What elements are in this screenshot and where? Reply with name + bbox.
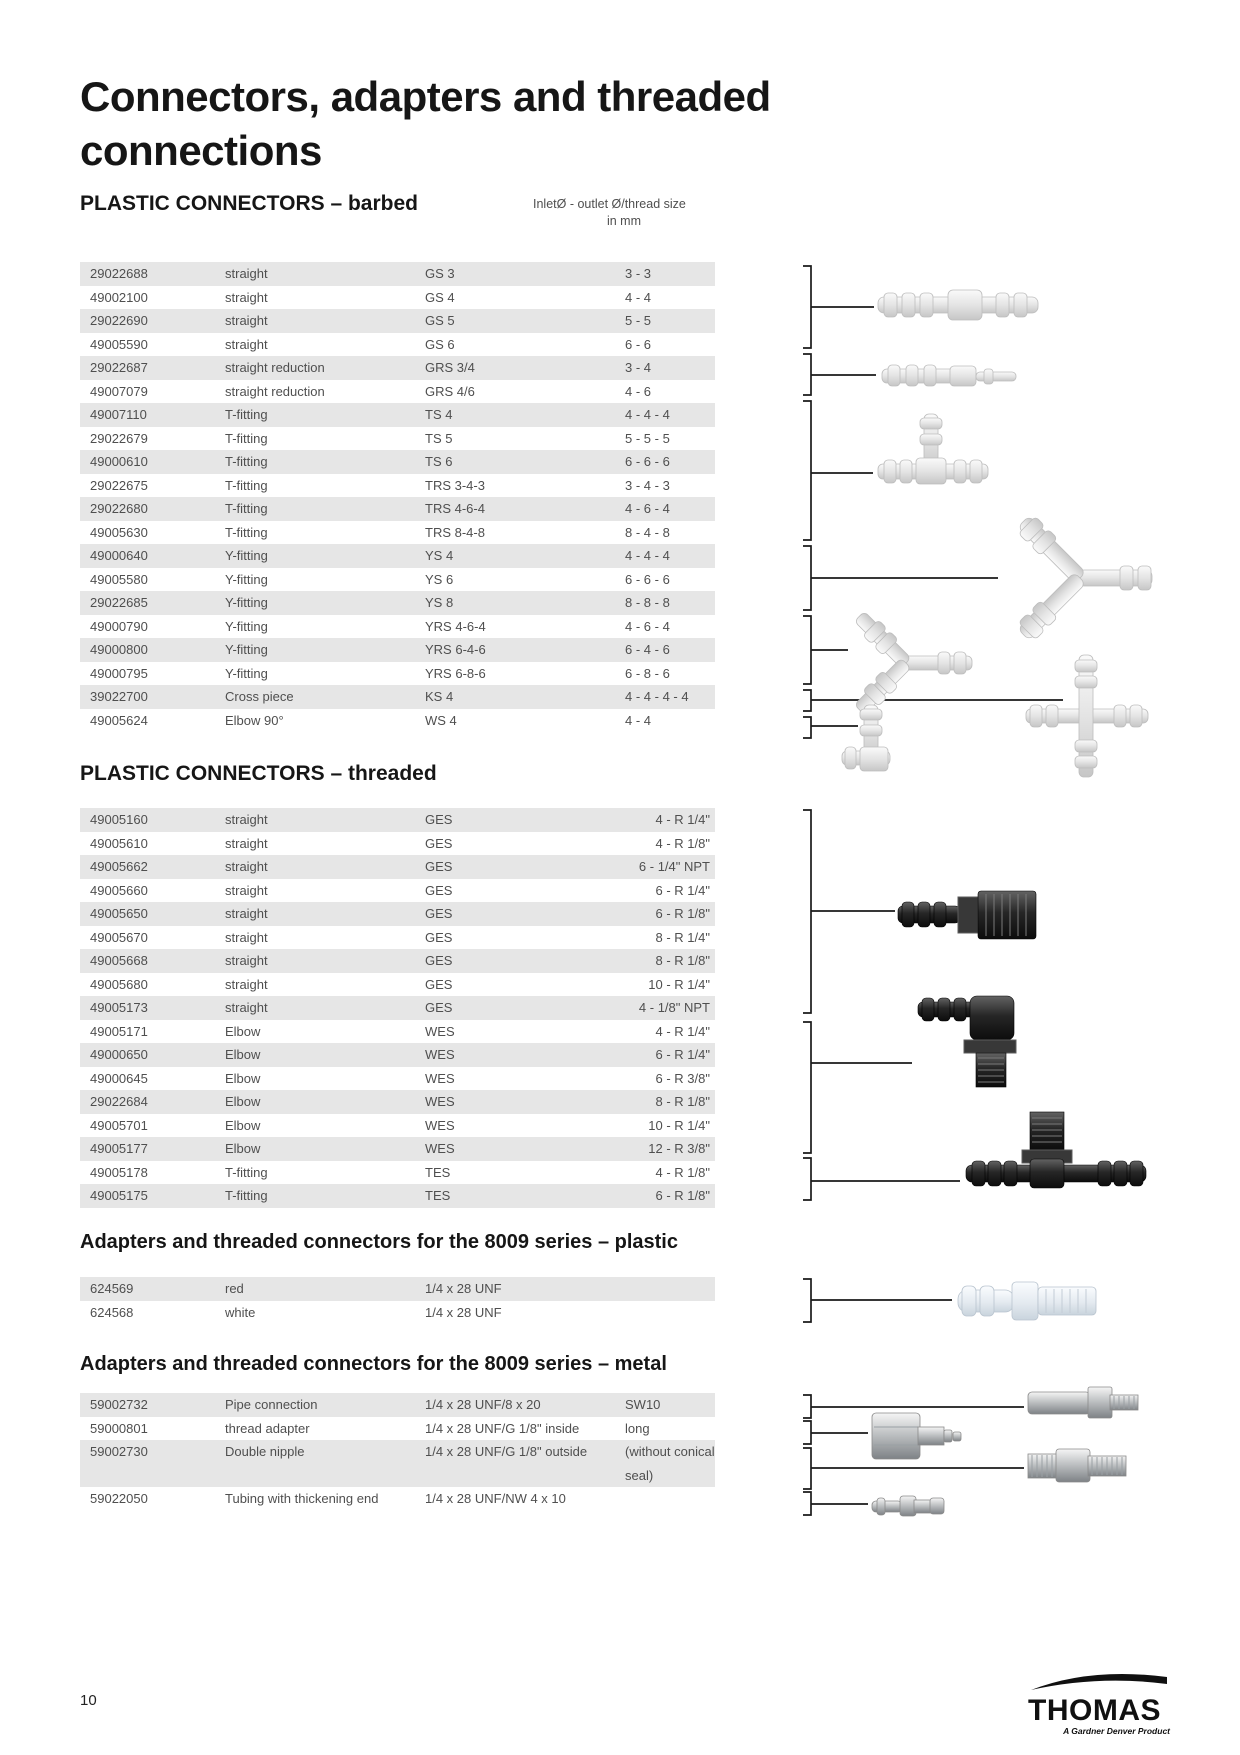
cell-part-number: 29022675 — [90, 477, 148, 493]
table-row — [80, 1277, 715, 1301]
cell-part-number: 49005701 — [90, 1117, 148, 1133]
cell-description: T-fitting — [225, 524, 268, 540]
cell-description: Elbow — [225, 1094, 261, 1109]
logo-tagline: A Gardner Denver Product — [1063, 1726, 1170, 1736]
table-row — [80, 1114, 715, 1138]
cell-thread: 1/4 x 28 UNF/8 x 20 — [425, 1397, 541, 1412]
cell-description: Elbow — [225, 1047, 261, 1062]
cell-part-number: 49000610 — [90, 454, 148, 469]
table-row — [80, 380, 715, 404]
photo-8009-plastic-adapter — [958, 1282, 1096, 1320]
cell-size: 4 - 4 — [625, 289, 652, 305]
cell-part-number: 49005630 — [90, 524, 148, 540]
cell-description: straight — [225, 929, 268, 945]
cell-size: 4 - 1/8" NPT — [638, 1000, 710, 1015]
section-heading-8009-plastic: Adapters and threaded connectors for the 8009 series – plastic — [80, 1231, 678, 1253]
cell-part-number: 29022688 — [90, 266, 148, 281]
table-row — [80, 356, 715, 380]
size-column-header-line1: InletØ - outlet Ø/thread size — [533, 197, 686, 211]
cell-size: 6 - R 1/8" — [655, 906, 710, 921]
table-row — [80, 1301, 715, 1325]
cell-part-number: 49005160 — [90, 812, 148, 827]
cell-part-number: 49005171 — [90, 1023, 148, 1039]
cell-model: TES — [425, 1164, 451, 1180]
section-heading-threaded: PLASTIC CONNECTORS – threaded — [80, 762, 437, 785]
cell-model: TRS 4-6-4 — [425, 501, 485, 516]
table-row — [80, 615, 715, 639]
table-row — [80, 973, 715, 997]
table-row — [80, 1393, 715, 1417]
adapters-8009-metal-table — [80, 1393, 715, 1511]
cell-part-number: 49005662 — [90, 859, 148, 874]
cell-size: 4 - 4 - 4 - 4 — [625, 689, 689, 704]
cell-model: TS 5 — [425, 430, 453, 446]
photo-t-fitting-connector — [878, 414, 988, 484]
cell-description: Pipe connection — [225, 1397, 318, 1412]
cell-model: GRS 4/6 — [425, 383, 475, 399]
cell-description: Y-fitting — [225, 618, 268, 634]
adapters-8009-plastic-table — [80, 1277, 715, 1324]
cell-part-number: 29022684 — [90, 1094, 148, 1109]
cell-size: 6 - 8 - 6 — [625, 665, 670, 681]
cell-description: Double nipple — [225, 1444, 305, 1459]
cell-note — [625, 1301, 710, 1325]
table-row — [80, 879, 715, 903]
table-row — [80, 262, 715, 286]
cell-model: TRS 3-4-3 — [425, 477, 485, 493]
table-row — [80, 1161, 715, 1185]
cell-part-number: 49000800 — [90, 642, 148, 657]
cell-part-number: 49000650 — [90, 1047, 148, 1062]
cell-description: straight — [225, 882, 268, 898]
photo-pipe-connection-metal — [1028, 1387, 1138, 1418]
cell-description: straight — [225, 953, 268, 968]
photo-y-fitting-large — [1015, 513, 1152, 643]
barbed-connectors-table — [80, 262, 715, 732]
cell-description: Y-fitting — [225, 571, 268, 587]
table-row — [80, 403, 715, 427]
table-row — [80, 902, 715, 926]
table-row — [80, 996, 715, 1020]
cell-model: GES — [425, 976, 453, 992]
cell-size: 4 - R 1/4" — [655, 1023, 710, 1039]
cell-part-number: 624569 — [90, 1281, 134, 1296]
cell-description: straight — [225, 976, 268, 992]
cell-description: straight — [225, 313, 268, 328]
cell-part-number: 49005580 — [90, 571, 148, 587]
cell-size: 6 - R 3/8" — [655, 1070, 710, 1086]
cell-description: T-fitting — [225, 501, 268, 516]
table-row — [80, 521, 715, 545]
cell-part-number: 49000645 — [90, 1070, 148, 1086]
cell-part-number: 49005668 — [90, 953, 148, 968]
table-row — [80, 1020, 715, 1044]
cell-part-number: 49005660 — [90, 882, 148, 898]
cell-description: straight reduction — [225, 383, 325, 399]
cell-model: GS 3 — [425, 266, 455, 281]
photo-y-fitting-small — [852, 609, 972, 718]
photo-cross-piece — [1026, 655, 1148, 777]
cell-description: straight reduction — [225, 360, 325, 375]
cell-model: YS 4 — [425, 548, 454, 563]
section-heading-barbed: PLASTIC CONNECTORS – barbed — [80, 192, 418, 215]
logo-brand-text: THOMAS — [1028, 1694, 1161, 1727]
cell-size: 4 - 6 - 4 — [625, 501, 670, 516]
cell-size: 4 - 6 - 4 — [625, 618, 670, 634]
cell-part-number: 59000801 — [90, 1420, 148, 1436]
bracket-lines — [803, 266, 1063, 1515]
cell-model: GS 6 — [425, 336, 455, 352]
cell-description: straight — [225, 1000, 268, 1015]
cell-thread: 1/4 x 28 UNF/G 1/8" outside — [425, 1444, 588, 1459]
cell-description: Elbow 90° — [225, 712, 284, 728]
cell-model: YS 6 — [425, 571, 454, 587]
cell-size: 4 - R 1/4" — [655, 812, 710, 827]
cell-part-number: 49007110 — [90, 407, 147, 422]
cell-model: YRS 4-6-4 — [425, 618, 486, 634]
cell-description: straight — [225, 859, 268, 874]
cell-part-number: 49005680 — [90, 976, 148, 992]
threaded-connectors-table — [80, 808, 715, 1208]
table-row — [80, 427, 715, 451]
cell-part-number: 49005670 — [90, 929, 148, 945]
cell-part-number: 49000795 — [90, 665, 148, 681]
cell-part-number: 49002100 — [90, 289, 148, 305]
table-row — [80, 286, 715, 310]
cell-color: white — [225, 1304, 256, 1320]
cell-model: KS 4 — [425, 689, 454, 704]
cell-size: 6 - R 1/4" — [655, 882, 710, 898]
table-row — [80, 1067, 715, 1091]
table-row — [80, 1090, 715, 1114]
cell-part-number: 624568 — [90, 1304, 134, 1320]
table-row — [80, 926, 715, 950]
cell-thread: 1/4 x 28 UNF/NW 4 x 10 — [425, 1491, 566, 1506]
cell-part-number: 29022685 — [90, 595, 148, 610]
cell-description: T-fitting — [225, 477, 268, 493]
cell-description: straight — [225, 835, 268, 851]
logo-swoosh-icon — [1028, 1666, 1170, 1692]
cell-part-number: 49005177 — [90, 1141, 148, 1156]
photo-tes-t-fitting-threaded — [966, 1112, 1146, 1188]
cell-description: thread adapter — [225, 1420, 310, 1436]
cell-model: GS 4 — [425, 289, 455, 305]
cell-description: Elbow — [225, 1023, 261, 1039]
thomas-logo — [1028, 1666, 1170, 1736]
photo-straight-connector — [878, 290, 1038, 320]
cell-part-number: 49000640 — [90, 548, 148, 563]
photo-thread-adapter-metal — [872, 1413, 961, 1459]
page-title — [80, 70, 771, 178]
cell-size: 6 - 6 - 6 — [625, 454, 670, 469]
cell-model: WES — [425, 1094, 455, 1109]
photo-elbow-90 — [842, 705, 890, 771]
cell-description: straight — [225, 906, 268, 921]
cell-size: 3 - 4 - 3 — [625, 477, 670, 493]
cell-part-number: 59002730 — [90, 1444, 148, 1459]
cell-model: YRS 6-8-6 — [425, 665, 486, 681]
cell-part-number: 29022690 — [90, 313, 148, 328]
cell-description: straight — [225, 336, 268, 352]
cell-description: Tubing with thickening end — [225, 1491, 379, 1506]
cell-model: TS 6 — [425, 454, 453, 469]
cell-model: GES — [425, 812, 453, 827]
cell-size: 3 - 4 — [625, 360, 652, 375]
cell-model: TS 4 — [425, 407, 453, 422]
cell-description: straight — [225, 289, 268, 305]
cell-description: T-fitting — [225, 407, 268, 422]
cell-description: Y-fitting — [225, 595, 268, 610]
cell-size: 8 - R 1/4" — [655, 929, 710, 945]
cell-size: 5 - 5 - 5 — [625, 430, 670, 446]
table-row — [80, 1440, 715, 1487]
cell-description: Cross piece — [225, 689, 294, 704]
table-row — [80, 685, 715, 709]
page-title-line1: Connectors, adapters and threaded — [80, 73, 771, 120]
cell-description: Elbow — [225, 1117, 261, 1133]
cell-description: Y-fitting — [225, 642, 268, 657]
cell-size: 4 - 4 - 4 — [625, 407, 670, 422]
cell-model: GS 5 — [425, 313, 455, 328]
cell-part-number: 29022687 — [90, 360, 148, 375]
cell-model: GES — [425, 929, 453, 945]
cell-part-number: 49005173 — [90, 1000, 148, 1015]
cell-model: WES — [425, 1023, 455, 1039]
table-row — [80, 450, 715, 474]
cell-model: WS 4 — [425, 712, 457, 728]
cell-part-number: 49005650 — [90, 906, 148, 921]
cell-note: long — [625, 1420, 650, 1436]
cell-model: GRS 3/4 — [425, 360, 475, 375]
cell-model: YS 8 — [425, 595, 454, 610]
cell-model: GES — [425, 882, 453, 898]
cell-size: 5 - 5 — [625, 313, 652, 328]
cell-size: 8 - 8 - 8 — [625, 595, 670, 610]
cell-size: 3 - 3 — [625, 266, 652, 281]
table-row — [80, 333, 715, 357]
cell-description: Y-fitting — [225, 548, 268, 563]
cell-description: straight — [225, 266, 268, 281]
table-row — [80, 1184, 715, 1208]
cell-size: 8 - 4 - 8 — [625, 524, 670, 540]
cell-size: 4 - R 1/8" — [655, 835, 710, 851]
cell-size: 8 - R 1/8" — [655, 1094, 710, 1109]
cell-size: 12 - R 3/8" — [648, 1141, 710, 1156]
cell-note: SW10 — [625, 1397, 661, 1412]
cell-size: 6 - 1/4" NPT — [638, 859, 710, 874]
cell-size: 4 - 6 — [625, 383, 652, 399]
cell-part-number: 59002732 — [90, 1397, 148, 1412]
cell-size: 4 - 4 — [625, 712, 652, 728]
cell-part-number: 29022680 — [90, 501, 148, 516]
table-row — [80, 1043, 715, 1067]
table-row — [80, 309, 715, 333]
cell-color: red — [225, 1281, 244, 1296]
cell-description: Y-fitting — [225, 665, 268, 681]
cell-model: WES — [425, 1141, 455, 1156]
photo-double-nipple-metal — [1028, 1449, 1126, 1482]
photo-straight-reduction-connector — [882, 365, 1016, 386]
table-row — [80, 474, 715, 498]
cell-description: T-fitting — [225, 1164, 268, 1180]
cell-model: TRS 8-4-8 — [425, 524, 485, 540]
cell-size: 6 - R 1/4" — [655, 1047, 710, 1062]
table-row — [80, 808, 715, 832]
cell-part-number: 49005175 — [90, 1188, 148, 1203]
cell-part-number: 49005610 — [90, 835, 148, 851]
table-row — [80, 544, 715, 568]
table-row — [80, 662, 715, 686]
cell-size: 10 - R 1/4" — [648, 976, 710, 992]
cell-thread: 1/4 x 28 UNF — [425, 1281, 502, 1296]
cell-part-number: 39022700 — [90, 689, 148, 704]
cell-size: 6 - 4 - 6 — [625, 642, 670, 657]
table-row — [80, 497, 715, 521]
cell-part-number: 49005624 — [90, 712, 148, 728]
cell-part-number: 29022679 — [90, 430, 148, 446]
cell-part-number: 49005590 — [90, 336, 148, 352]
cell-part-number: 59022050 — [90, 1491, 148, 1506]
cell-model: GES — [425, 859, 453, 874]
table-row — [80, 1137, 715, 1161]
cell-model: YRS 6-4-6 — [425, 642, 486, 657]
cell-thread: 1/4 x 28 UNF/G 1/8" inside — [425, 1420, 580, 1436]
cell-model: GES — [425, 953, 453, 968]
cell-part-number: 49005178 — [90, 1164, 148, 1180]
photo-wes-elbow-threaded — [918, 996, 1016, 1087]
table-row — [80, 591, 715, 615]
cell-size: 8 - R 1/8" — [655, 953, 710, 968]
table-row — [80, 638, 715, 662]
cell-description: Elbow — [225, 1070, 261, 1086]
cell-thread: 1/4 x 28 UNF — [425, 1304, 502, 1320]
cell-size: 6 - 6 — [625, 336, 652, 352]
table-row — [80, 1487, 715, 1511]
section-heading-8009-metal: Adapters and threaded connectors for the 8009 series – metal — [80, 1353, 667, 1375]
cell-size: 6 - R 1/8" — [655, 1188, 710, 1203]
cell-part-number: 49007079 — [90, 383, 148, 399]
cell-description: Elbow — [225, 1141, 261, 1156]
page-title-line2: connections — [80, 127, 322, 174]
cell-size: 4 - R 1/8" — [655, 1164, 710, 1180]
cell-note: (without conical seal) — [625, 1444, 715, 1483]
cell-model: GES — [425, 1000, 453, 1015]
table-row — [80, 709, 715, 733]
photo-tubing-thickening-end-metal — [872, 1496, 944, 1516]
cell-description: T-fitting — [225, 454, 268, 469]
cell-size: 4 - 4 - 4 — [625, 548, 670, 563]
cell-part-number: 49000790 — [90, 618, 148, 634]
cell-model: WES — [425, 1070, 455, 1086]
size-column-header-line2: in mm — [606, 214, 642, 228]
cell-model: GES — [425, 835, 453, 851]
photo-ges-straight-threaded — [898, 891, 1036, 939]
size-column-header — [533, 196, 715, 230]
cell-size: 6 - 6 - 6 — [625, 571, 670, 587]
cell-note — [625, 1487, 720, 1511]
cell-description: T-fitting — [225, 430, 268, 446]
cell-model: WES — [425, 1117, 455, 1133]
cell-model: GES — [425, 906, 453, 921]
table-row — [80, 855, 715, 879]
table-row — [80, 949, 715, 973]
cell-model: WES — [425, 1047, 455, 1062]
cell-size: 10 - R 1/4" — [648, 1117, 710, 1133]
cell-model: TES — [425, 1188, 451, 1203]
cell-description: T-fitting — [225, 1188, 268, 1203]
table-row — [80, 832, 715, 856]
cell-note — [625, 1277, 710, 1301]
page-number: 10 — [80, 1692, 97, 1709]
table-row — [80, 568, 715, 592]
table-row — [80, 1417, 715, 1441]
cell-description: straight — [225, 812, 268, 827]
